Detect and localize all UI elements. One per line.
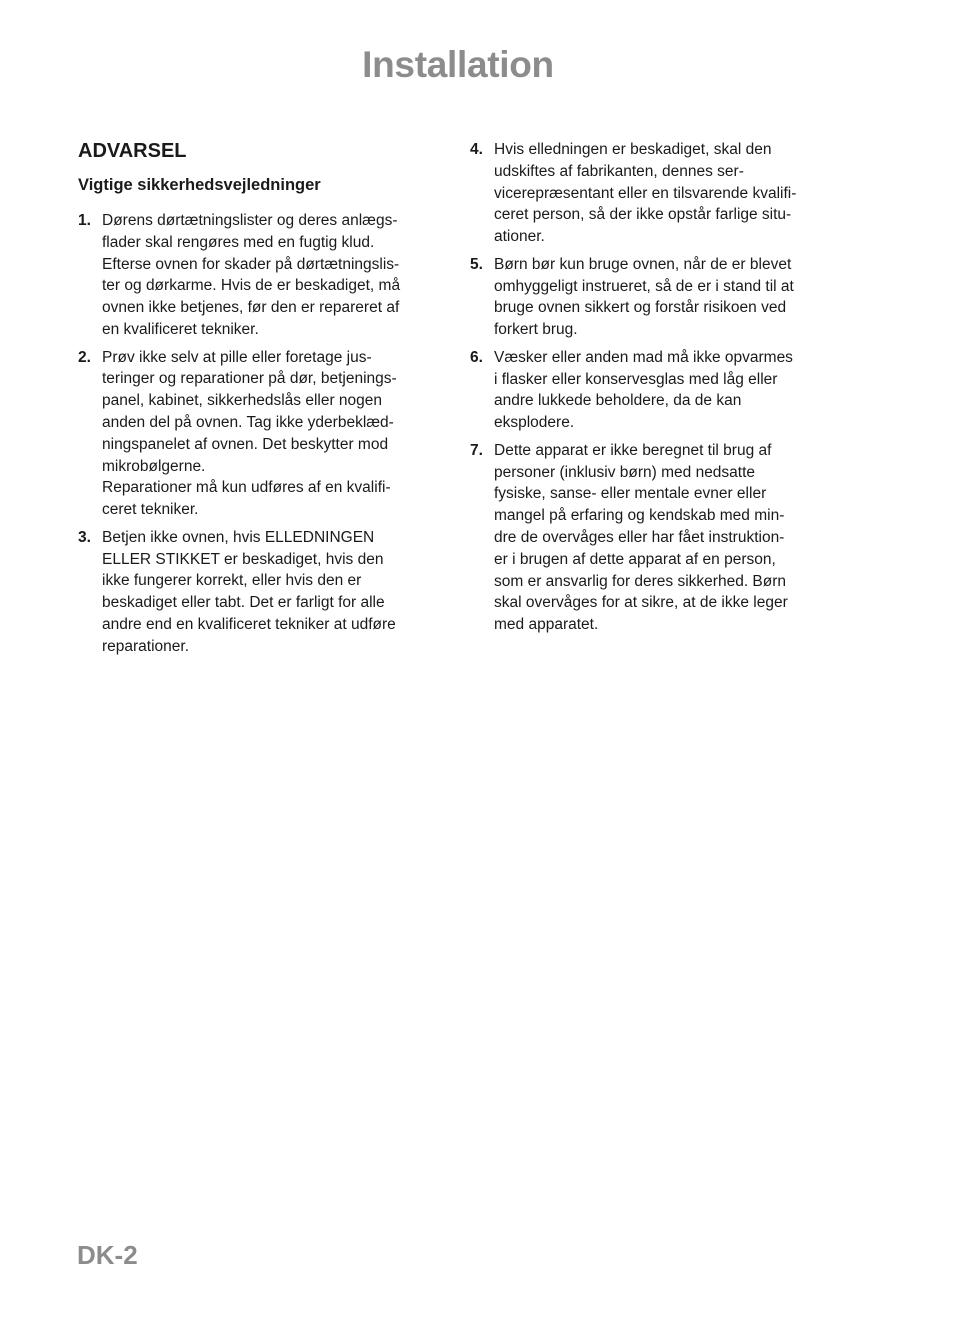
left-column: [78, 138, 446, 663]
warning-heading: ADVARSEL: [78, 140, 187, 162]
list-item: [470, 440, 842, 636]
item-number: 6.: [470, 348, 483, 366]
list-item: [78, 347, 446, 521]
item-text: Betjen ikke ovnen, hvis ELLEDNINGEN ELLER STIKKET er beskadiget, hvis den ikke fungerer korrekt, eller hvis den er beskadiget eller tabt. Det er farligt for alle andre end en kvalificeret tekniker at udføre reparationer.: [102, 528, 396, 655]
item-number: 5.: [470, 255, 483, 273]
item-text: Væsker eller anden mad må ikke opvarmes i flasker eller konservesglas med låg eller andre lukkede beholdere, da de kan eksplodere.: [494, 348, 793, 432]
item-text: Prøv ikke selv at pille eller foretage jus- teringer og reparationer på dør, betjenings- panel, kabinet, sikkerhedslås eller nogen anden del på ovnen. Tag ikke yderbeklæd- ningspanelet af ovnen. Det beskytter mod mikrobølgerne. Reparationer må kun udføres af en kvalifi- ceret tekniker.: [102, 348, 397, 519]
item-text: Dørens dørtætningslister og deres anlægs- flader skal rengøres med en fugtig klud. Efterse ovnen for skader på dørtætningslis- ter og dørkarme. Hvis de er beskadiget, må ovnen ikke betjenes, før den er repareret af en kvalificeret tekniker.: [102, 212, 401, 338]
list-item: [470, 347, 842, 434]
list-item: [470, 139, 842, 248]
list-item: [78, 527, 446, 658]
item-number: 2.: [78, 348, 91, 366]
item-number: 4.: [470, 141, 483, 158]
page-title: Installation: [362, 44, 554, 85]
list-item: [78, 210, 446, 341]
safety-list-left: [78, 210, 446, 658]
list-item: [470, 254, 842, 341]
item-text: Dette apparat er ikke beregnet til brug af personer (inklusiv børn) med nedsatte fysiske, sanse- eller mentale evner eller mangel på erfaring og kendskab med min- dre de overvåges eller har fået instruktion- er i brugen af dette apparat af en person, som er ansvarlig for deres sikkerhed. Børn skal overvåges for at sikre, at de ikke leger med apparatet.: [494, 441, 788, 634]
safety-list-right: [470, 139, 842, 636]
item-number: 3.: [78, 528, 91, 546]
item-text: Hvis elledningen er beskadiget, skal den udskiftes af fabrikanten, dennes ser- vicerepræsentant eller en tilsvarende kvalifi- ceret person, så der ikke opstår farlige situ- ationer.: [494, 141, 797, 246]
page-number: DK-2: [77, 1240, 138, 1270]
item-text: Børn bør kun bruge ovnen, når de er blevet omhyggeligt instrueret, så de er i stand til at bruge ovnen sikkert og forstår risikoen ved forkert brug.: [494, 255, 794, 339]
safety-subheading: Vigtige sikkerhedsvejledninger: [78, 176, 321, 194]
item-number: 1.: [78, 212, 91, 229]
right-column: [470, 139, 842, 642]
item-number: 7.: [470, 441, 483, 459]
